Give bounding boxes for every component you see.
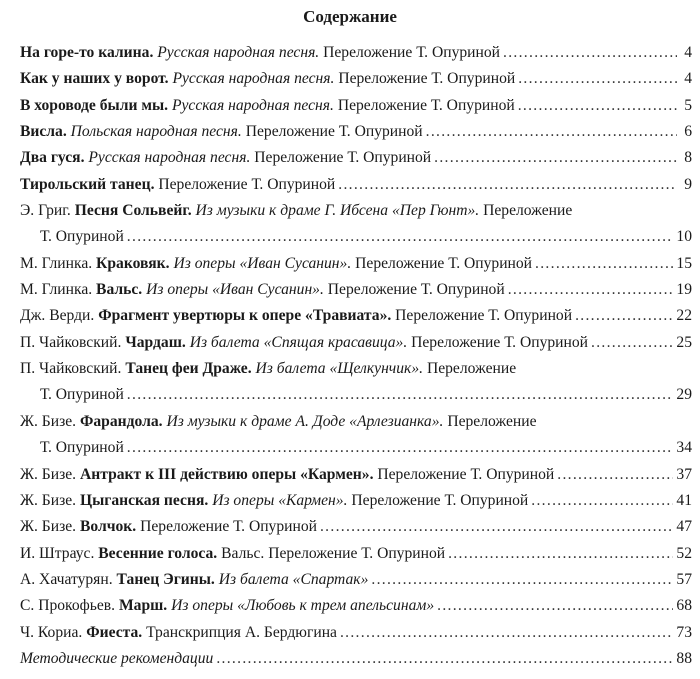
entry-title: Весенние голоса. <box>98 544 218 562</box>
dot-leader <box>575 303 673 329</box>
page-number: 73 <box>676 623 692 641</box>
entry-title: Фарандола. <box>79 412 163 430</box>
entry-arranger: Переложение Т. Опуриной <box>337 96 515 114</box>
entry-text <box>20 251 532 277</box>
entry-subtitle: Русская народная песня. <box>157 44 320 61</box>
page-number: 47 <box>676 518 692 536</box>
toc-entry <box>20 620 692 646</box>
toc-line <box>20 620 692 646</box>
entry-arranger: Переложение Т. Опуриной <box>355 254 533 272</box>
entry-composer: И. Штраус. <box>20 544 95 562</box>
entry-title: Вальс. <box>96 281 143 299</box>
entry-arranger: Переложение Т. Опуриной <box>140 518 317 536</box>
entry-title: Марш. <box>118 597 168 615</box>
toc-entry <box>20 198 692 251</box>
entry-text <box>20 620 337 646</box>
dot-leader <box>448 541 673 567</box>
entry-arranger: Переложение Т. Опуриной <box>323 44 501 61</box>
page-number: 10 <box>676 228 692 246</box>
entry-subtitle: Из оперы «Иван Сусанин». <box>146 281 324 299</box>
entry-composer: Ч. Кориа. <box>20 623 83 641</box>
toc-entry <box>20 541 692 567</box>
entry-composer: Ж. Бизе. <box>20 412 77 430</box>
entry-subtitle: Польская народная песня. <box>70 123 242 141</box>
table-of-contents <box>20 40 692 672</box>
entry-arranger: Переложение <box>483 202 573 220</box>
entry-subtitle: Из балета «Спящая красавица». <box>189 333 408 351</box>
page-number: 25 <box>676 333 692 351</box>
entry-title: Антракт к III действию оперы «Кармен». <box>79 465 374 483</box>
entry-text <box>20 172 335 198</box>
entry-text <box>20 277 505 303</box>
dot-leader <box>591 330 673 356</box>
toc-line <box>20 593 692 619</box>
page-number: 29 <box>676 386 692 404</box>
entry-text <box>20 514 317 540</box>
entry-composer: Дж. Верди. <box>20 307 95 325</box>
entry-arranger: Переложение Т. Опуриной <box>245 123 423 141</box>
toc-entry <box>20 356 692 409</box>
entry-text <box>20 303 572 329</box>
entry-subtitle: Русская народная песня. <box>88 149 251 167</box>
entry-arranger: Переложение Т. Опуриной <box>411 333 589 351</box>
dot-leader <box>320 514 673 540</box>
entry-title: Висла. <box>20 123 67 141</box>
toc-entry <box>20 593 692 619</box>
entry-title: В хороводе были мы. <box>20 96 169 114</box>
entry-arranger: Транскрипция А. Бердюгина <box>146 623 337 641</box>
entry-text <box>20 593 434 619</box>
entry-title: Чардаш. <box>125 333 186 351</box>
toc-line <box>20 119 692 145</box>
dot-leader <box>508 277 674 303</box>
entry-text <box>20 66 515 92</box>
toc-entry <box>20 277 692 303</box>
entry-arranger: Переложение Т. Опуриной <box>158 175 336 193</box>
toc-entry <box>20 93 692 119</box>
toc-entry <box>20 567 692 593</box>
dot-leader <box>340 620 673 646</box>
entry-subtitle: Из балета «Спартак» <box>218 570 369 588</box>
entry-subtitle: Из балета «Щелкунчик». <box>255 360 424 378</box>
page-number: 41 <box>676 491 692 509</box>
entry-composer: Ж. Бизе. <box>20 491 77 509</box>
page-title: Содержание <box>303 7 397 26</box>
entry-title: Тирольский танец. <box>20 175 155 193</box>
toc-entry <box>20 488 692 514</box>
dot-leader <box>434 145 677 171</box>
entry-text <box>20 145 431 171</box>
page-number: 15 <box>676 254 692 272</box>
page-number: 19 <box>676 281 692 299</box>
entry-text <box>20 567 368 593</box>
dot-leader <box>518 93 677 119</box>
toc-entry <box>20 409 692 462</box>
toc-line <box>20 462 692 488</box>
toc-line <box>20 514 692 540</box>
page-number: 6 <box>684 123 692 141</box>
entry-subtitle: Из оперы «Кармен». <box>212 491 348 509</box>
page-number: 37 <box>676 465 692 483</box>
toc-line <box>20 567 692 593</box>
entry-composer: П. Чайковский. <box>20 360 122 378</box>
dot-leader <box>371 567 673 593</box>
entry-composer: А. Хачатурян. <box>20 570 113 588</box>
dot-leader <box>127 224 674 250</box>
entry-text <box>20 356 516 382</box>
entry-text <box>20 488 528 514</box>
entry-text <box>20 541 445 567</box>
entry-composer: Ж. Бизе. <box>20 518 77 536</box>
page-number: 4 <box>684 70 692 88</box>
page-number: 5 <box>684 96 692 114</box>
entry-title: Танец феи Драже. <box>125 360 252 378</box>
dot-leader <box>127 435 674 461</box>
toc-line <box>20 409 692 435</box>
toc-line <box>20 330 692 356</box>
page-number: 4 <box>684 44 692 61</box>
toc-line-continuation <box>20 382 692 408</box>
toc-entry <box>20 514 692 540</box>
entry-title: Два гуся. <box>20 149 85 167</box>
page-number: 88 <box>676 649 692 667</box>
entry-text <box>20 40 500 66</box>
dot-leader <box>535 251 673 277</box>
entry-arranger: Переложение Т. Опуриной <box>268 544 446 562</box>
entry-title: На горе-то калина. <box>20 44 154 61</box>
toc-line <box>20 541 692 567</box>
toc-line <box>20 303 692 329</box>
entry-text <box>20 409 537 435</box>
entry-arranger: Переложение <box>447 412 537 430</box>
entry-subtitle: Из музыки к драме Г. Ибсена «Пер Гюнт». <box>195 202 480 220</box>
entry-subtitle: Из оперы «Иван Сусанин». <box>173 254 352 272</box>
entry-composer: С. Прокофьев. <box>20 597 116 615</box>
dot-leader <box>531 488 673 514</box>
toc-entry <box>20 330 692 356</box>
toc-entry <box>20 462 692 488</box>
toc-line <box>20 277 692 303</box>
dot-leader <box>503 40 677 66</box>
toc-entry <box>20 145 692 171</box>
dot-leader <box>518 66 677 92</box>
page-number: 22 <box>676 307 692 325</box>
dot-leader <box>338 172 677 198</box>
entry-text <box>20 198 572 224</box>
toc-line <box>20 93 692 119</box>
entry-arranger: Переложение Т. Опуриной <box>254 149 432 167</box>
page-number: 34 <box>676 439 692 457</box>
toc-line <box>20 145 692 171</box>
entry-composer: М. Глинка. <box>20 281 93 299</box>
entry-title: Фрагмент увертюры к опере «Травиата». <box>98 307 392 325</box>
dot-leader <box>127 382 674 408</box>
toc-entry <box>20 251 692 277</box>
toc-line <box>20 172 692 198</box>
toc-line-continuation <box>20 435 692 461</box>
toc-line-continuation <box>20 224 692 250</box>
entry-composer: Э. Григ. <box>20 202 71 220</box>
entry-composer: Ж. Бизе. <box>20 465 77 483</box>
entry-composer: П. Чайковский. <box>20 333 122 351</box>
page-number: 52 <box>676 544 692 562</box>
entry-title: Песня Сольвейг. <box>74 202 192 220</box>
entry-continuation: Т. Опуриной <box>40 228 124 246</box>
entry-title: Волчок. <box>79 518 137 536</box>
toc-line <box>20 251 692 277</box>
entry-text <box>20 119 423 145</box>
toc-line <box>20 356 692 382</box>
dot-leader <box>557 462 673 488</box>
entry-subtitle: Русская народная песня. <box>171 96 334 114</box>
toc-entry <box>20 119 692 145</box>
toc-line <box>20 646 692 672</box>
page-number: 9 <box>684 175 692 193</box>
dot-leader <box>216 646 673 672</box>
entry-title: Как у наших у ворот. <box>20 70 169 88</box>
entry-title: Краковяк. <box>96 254 170 272</box>
entry-subtitle: Вальс. <box>221 544 265 562</box>
toc-line <box>20 198 692 224</box>
entry-title: Танец Эгины. <box>116 570 215 588</box>
entry-text <box>20 93 515 119</box>
entry-arranger: Переложение Т. Опуриной <box>377 465 555 483</box>
toc-line <box>20 488 692 514</box>
toc-entry <box>20 40 692 66</box>
toc-entry <box>20 646 692 672</box>
entry-subtitle: Из музыки к драме А. Доде «Арлезианка». <box>166 412 444 430</box>
entry-arranger: Переложение Т. Опуриной <box>338 70 516 88</box>
toc-line <box>20 66 692 92</box>
entry-text <box>20 462 554 488</box>
entry-arranger: Переложение Т. Опуриной <box>351 491 529 509</box>
entry-title: Цыганская песня. <box>79 491 209 509</box>
toc-entry <box>20 172 692 198</box>
page-number: 57 <box>676 570 692 588</box>
toc-line <box>20 40 692 66</box>
entry-subtitle: Русская народная песня. <box>172 70 335 88</box>
entry-continuation: Т. Опуриной <box>40 386 124 404</box>
entry-subtitle: Из оперы «Любовь к трем апельсинам» <box>171 597 435 615</box>
page-number: 68 <box>676 597 692 615</box>
entry-text <box>20 646 213 672</box>
entry-subtitle: Методические рекомендации <box>20 649 214 667</box>
entry-arranger: Переложение Т. Опуриной <box>327 281 505 299</box>
dot-leader <box>426 119 677 145</box>
entry-title: Фиеста. <box>86 623 143 641</box>
page-number: 8 <box>684 149 692 167</box>
toc-entry <box>20 66 692 92</box>
entry-composer: М. Глинка. <box>20 254 93 272</box>
entry-arranger: Переложение Т. Опуриной <box>395 307 573 325</box>
entry-arranger: Переложение <box>426 360 517 378</box>
dot-leader <box>437 593 673 619</box>
toc-entry <box>20 303 692 329</box>
entry-continuation: Т. Опуриной <box>40 439 124 457</box>
entry-text <box>20 330 588 356</box>
